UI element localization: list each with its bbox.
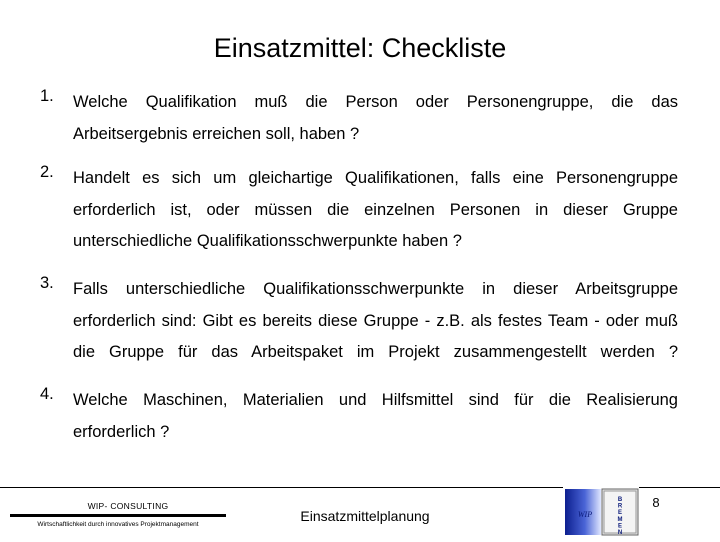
item-text: Handelt es sich um gleichartige Qualifikationen, falls eine Personengruppe erforderlich ist, oder müssen die einzelnen Personen in dieser Gruppe unterschiedliche Qualifikationsschwerpunkte haben ? (73, 169, 678, 250)
checklist-item-2 (40, 163, 678, 258)
checklist-item-3 (40, 274, 678, 369)
page-number: 8 (652, 495, 660, 510)
company-tagline: Wirtschaftlichkeit durch innovatives Projektmanagement (37, 521, 199, 528)
company-underline (10, 514, 226, 517)
item-number: 2. (40, 163, 54, 181)
checklist-item-1 (40, 87, 678, 150)
logo-wordmark: WIP (577, 510, 593, 519)
wip-bremen-logo (563, 487, 639, 537)
item-text: Welche Maschinen, Materialien und Hilfsmittel sind für die Realisierung erforderlich ? (73, 391, 678, 441)
checklist-item-4 (40, 385, 678, 448)
slide-title: Einsatzmittel: Checkliste (213, 33, 507, 63)
item-number: 3. (40, 274, 54, 292)
item-text: Welche Qualifikation muß die Person oder Personengruppe, die das Arbeitsergebnis erreichen soll, haben ? (73, 93, 678, 143)
footer-topic: Einsatzmittelplanung (300, 508, 430, 524)
item-number: 4. (40, 385, 54, 403)
logo-city-letters: B R E M E N (617, 497, 623, 536)
item-text: Falls unterschiedliche Qualifikationsschwerpunkte in dieser Arbeitsgruppe erforderlich sind: Gibt es bereits diese Gruppe - z.B. als festes Team - oder muß die Gruppe für das Arbeitspaket im Projekt zusammengestellt werden ? (73, 280, 678, 361)
item-number: 1. (40, 87, 54, 105)
company-label: WIP- CONSULTING (87, 501, 169, 511)
